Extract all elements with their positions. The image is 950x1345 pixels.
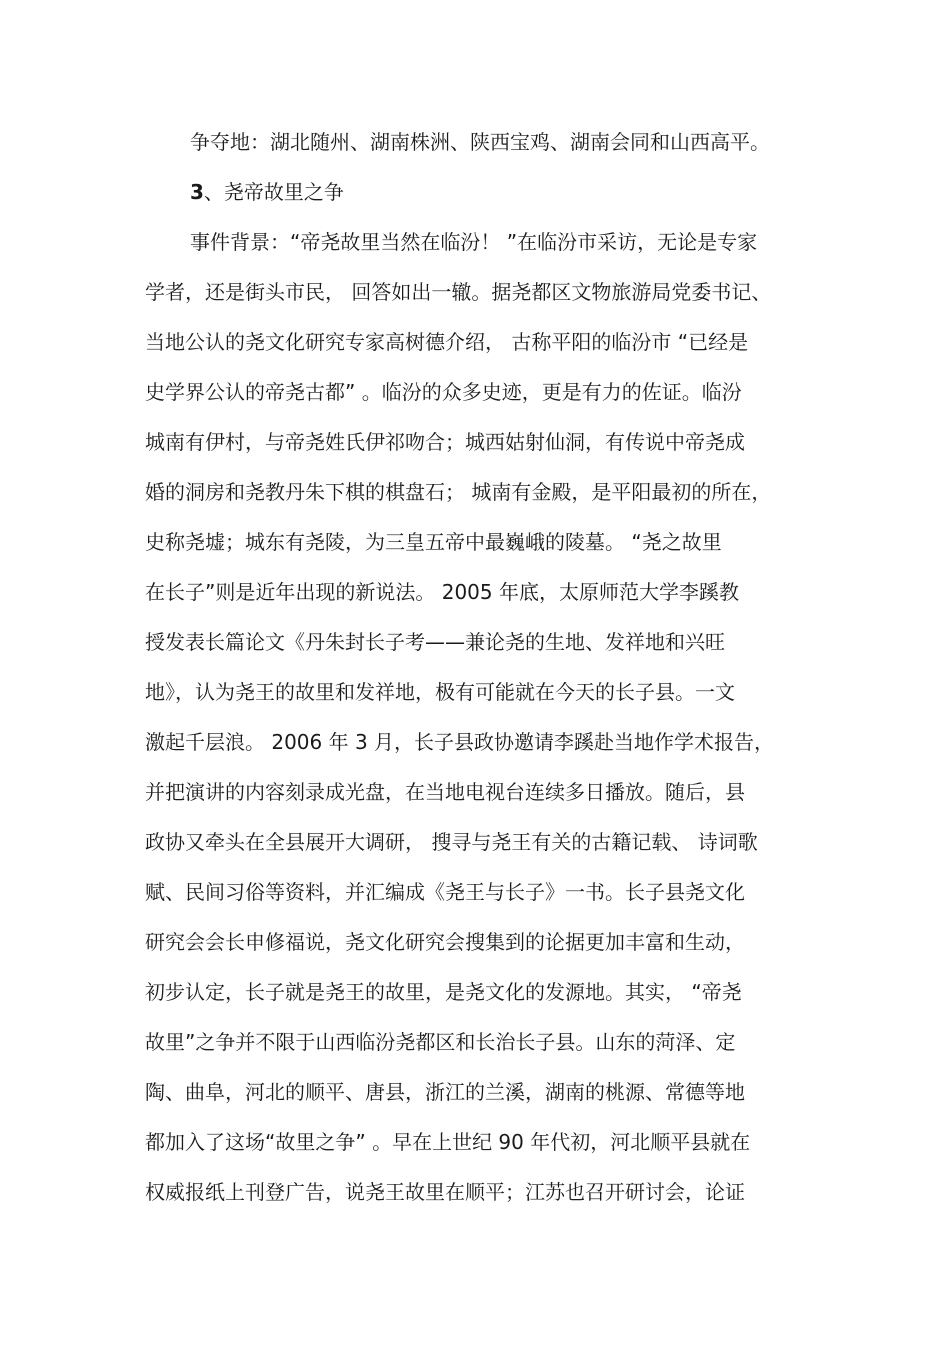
section-title: 、尧帝故里之争 — [203, 180, 344, 204]
paragraph-line: 婚的洞房和尧教丹朱下棋的棋盘石； 城南有金殿，是平阳最初的所在， — [145, 480, 772, 504]
paragraph-line: 故里”之争并不限于山西临汾尧都区和长治长子县。山东的菏泽、定 — [145, 1030, 736, 1054]
paragraph-line: 初步认定，长子就是尧王的故里，是尧文化的发源地。其实， “帝尧 — [145, 980, 742, 1004]
paragraph-line: 城南有伊村，与帝尧姓氏伊祁吻合；城西姑射仙洞，有传说中帝尧成 — [145, 430, 745, 454]
paragraph-line: 赋、民间习俗等资料，并汇编成《尧王与长子》一书。长子县尧文化 — [145, 880, 745, 904]
paragraph-line: 并把演讲的内容刻录成光盘，在当地电视台连续多日播放。随后，县 — [145, 780, 745, 804]
paragraph-line: 地》，认为尧王的故里和发祥地，极有可能就在今天的长子县。一文 — [145, 680, 735, 704]
paragraph-line: 学者，还是街头市民， 回答如出一辙。据尧都区文物旅游局党委书记、 — [145, 280, 772, 304]
paragraph-line: 史学界公认的帝尧古都” 。临汾的众多史迹，更是有力的佐证。临汾 — [145, 380, 742, 404]
section-number: 3 — [190, 180, 204, 204]
paragraph-line: 研究会会长申修福说，尧文化研究会搜集到的论据更加丰富和生动， — [145, 930, 745, 954]
paragraph-line: 史称尧墟；城东有尧陵，为三皇五帝中最巍峨的陵墓。 “尧之故里 — [145, 530, 722, 554]
paragraph-line: 事件背景：“帝尧故里当然在临汾！ ”在临汾市采访，无论是专家 — [190, 230, 758, 254]
paragraph-line: 政协又牵头在全县展开大调研， 搜寻与尧王有关的古籍记载、 诗词歌 — [145, 830, 758, 854]
paragraph-line: 陶、曲阜，河北的顺平、唐县，浙江的兰溪，湖南的桃源、常德等地 — [145, 1080, 745, 1104]
paragraph-line-contested-places: 争夺地：湖北随州、湖南株洲、陕西宝鸡、湖南会同和山西高平。 — [190, 130, 770, 154]
paragraph-line: 都加入了这场“故里之争” 。早在上世纪 90 年代初，河北顺平县就在 — [145, 1130, 751, 1154]
paragraph-line: 权威报纸上刊登广告，说尧王故里在顺平；江苏也召开研讨会，论证 — [145, 1180, 745, 1204]
paragraph-line: 当地公认的尧文化研究专家高树德介绍， 古称平阳的临汾市 “已经是 — [145, 330, 749, 354]
paragraph-line: 在长子”则是近年出现的新说法。 2005 年底，太原师范大学李蹊教 — [145, 580, 739, 604]
paragraph-line: 激起千层浪。 2006 年 3 月，长子县政协邀请李蹊赴当地作学术报告， — [145, 730, 775, 754]
paragraph-line: 授发表长篇论文《丹朱封长子考——兼论尧的生地、发祥地和兴旺 — [145, 630, 725, 654]
section-heading — [190, 178, 344, 206]
